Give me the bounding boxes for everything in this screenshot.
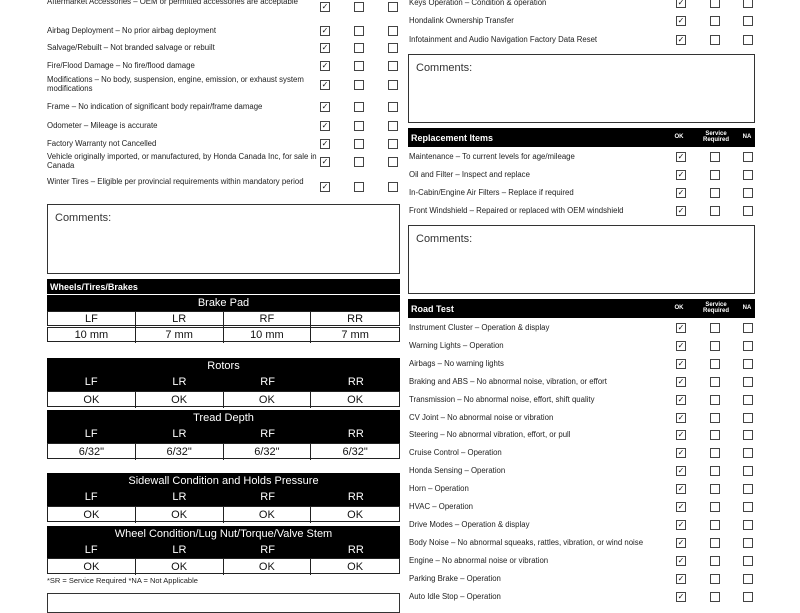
service-required-checkbox[interactable]	[354, 121, 364, 131]
comments-label: Comments:	[416, 233, 473, 245]
sidewall-position-cell: RR	[347, 491, 364, 503]
na-checkbox[interactable]	[743, 323, 753, 333]
service-required-checkbox[interactable]	[710, 592, 720, 602]
checklist-item-label: Airbag Deployment – No prior airbag deployment	[47, 26, 217, 35]
service-required-checkbox[interactable]	[710, 0, 720, 8]
tread-depth-position-cell: RF	[260, 428, 275, 440]
checklist-item-label: Front Windshield – Repaired or replaced with OEM windshield	[409, 206, 624, 215]
na-checkbox[interactable]	[743, 35, 753, 45]
sidewall-title: Sidewall Condition and Holds Pressure	[47, 473, 400, 489]
service-required-checkbox[interactable]	[354, 2, 364, 12]
checklist-item-label: Salvage/Rebuilt – Not branded salvage or rebuilt	[47, 43, 215, 52]
checklist-item-label: Frame – No indication of significant body repair/frame damage	[47, 102, 263, 111]
sidewall-value-cell: OK	[224, 507, 312, 523]
rotors-value-row	[47, 391, 400, 407]
brake-pad-value-row	[47, 327, 400, 342]
road-test-title: Road Test	[411, 303, 454, 314]
ok-checkbox[interactable]: ✓	[677, 376, 685, 386]
brake-pad-position-cell: RF	[224, 312, 312, 327]
service-required-checkbox[interactable]	[354, 80, 364, 90]
checklist-item-label: Honda Sensing – Operation	[409, 466, 506, 476]
rotors-position-row	[47, 374, 400, 391]
col-ok-label: OK	[674, 134, 684, 140]
sidewall-value-cell: OK	[48, 507, 136, 523]
rotors-position-cell: LF	[84, 376, 98, 388]
tread-depth-position-cell: LF	[84, 428, 98, 440]
road-test-header	[408, 299, 755, 318]
na-checkbox[interactable]	[388, 157, 398, 167]
ok-checkbox[interactable]: ✓	[321, 61, 329, 70]
ok-checkbox[interactable]: ✓	[677, 412, 685, 422]
ok-checkbox[interactable]: ✓	[321, 182, 329, 191]
wheel-condition-position-row	[47, 542, 400, 558]
rotors-value-cell: OK	[224, 392, 312, 408]
na-checkbox[interactable]	[743, 556, 753, 566]
service-required-checkbox[interactable]	[710, 206, 720, 216]
wheel-condition-value-cell: OK	[224, 559, 312, 575]
sidewall-value-cell: OK	[347, 509, 364, 521]
wheel-condition-value-cell: OK	[347, 561, 364, 573]
tread-depth-title: Tread Depth	[47, 410, 400, 426]
checklist-item-label: Airbags – No warning lights	[409, 358, 504, 368]
na-checkbox[interactable]	[743, 484, 753, 494]
service-required-checkbox[interactable]	[354, 43, 364, 53]
footnote: *SR = Service Required *NA = Not Applicable	[47, 576, 198, 585]
checklist-item-label: Steering – No abnormal vibration, effort, or pull	[409, 430, 571, 440]
ok-checkbox[interactable]: ✓	[677, 519, 685, 529]
na-checkbox[interactable]	[388, 102, 398, 112]
rotors-value-cell: OK	[347, 394, 364, 406]
wheel-condition-position-cell: RR	[347, 544, 364, 556]
checklist-item-label: Engine – No abnormal noise or vibration	[409, 555, 549, 565]
ok-checkbox[interactable]: ✓	[677, 466, 685, 476]
ok-checkbox[interactable]: ✓	[677, 323, 685, 332]
rotors-position-cell: LR	[172, 376, 187, 388]
ok-checkbox[interactable]: ✓	[321, 2, 329, 11]
na-checkbox[interactable]	[743, 538, 753, 548]
checklist-item-label: HVAC – Operation	[409, 502, 473, 511]
na-checkbox[interactable]	[743, 188, 753, 198]
na-checkbox[interactable]	[743, 359, 753, 369]
checklist-item-label: Fire/Flood Damage – No fire/flood damage	[47, 61, 195, 70]
checklist-item-label: Auto Idle Stop – Operation	[409, 591, 501, 601]
service-required-checkbox[interactable]	[710, 520, 720, 530]
na-checkbox[interactable]	[743, 152, 753, 162]
na-checkbox[interactable]	[743, 395, 753, 405]
replacement-comments-box[interactable]	[408, 225, 755, 294]
checklist-item-label: Warning Lights – Operation	[409, 340, 504, 350]
na-checkbox[interactable]	[743, 170, 753, 180]
ok-checkbox[interactable]: ✓	[677, 340, 685, 350]
tread-depth-position-cell: LR	[172, 428, 187, 440]
rotors-position-cell: RF	[260, 376, 275, 388]
col-sr-label: Service Required	[702, 131, 729, 143]
ok-checkbox[interactable]: ✓	[677, 170, 685, 179]
wheel-condition-position-cell: LF	[84, 544, 98, 556]
tread-depth-position-row	[47, 426, 400, 443]
ok-checkbox[interactable]: ✓	[321, 139, 329, 148]
service-required-checkbox[interactable]	[710, 574, 720, 584]
checklist-item-label: In-Cabin/Engine Air Filters – Replace if required	[409, 188, 574, 197]
wheel-condition-value-cell: OK	[48, 559, 136, 575]
ok-checkbox[interactable]: ✓	[677, 394, 685, 404]
service-required-checkbox[interactable]	[710, 395, 720, 405]
checklist-item-label: Winter Tires – Eligible per provincial requirements within mandatory period	[47, 177, 304, 186]
service-required-checkbox[interactable]	[710, 341, 720, 351]
brake-pad-value-cell: 10 mm	[224, 328, 312, 343]
sidewall-position-cell: LF	[84, 491, 98, 503]
checklist-item-label: Parking Brake – Operation	[409, 573, 501, 583]
checklist-item-label: Aftermarket Accessories – OEM or permitted accessories are acceptable	[47, 0, 298, 6]
wheels-section-header	[47, 279, 400, 294]
brake-pad-value-cell: 10 mm	[48, 328, 136, 343]
na-checkbox[interactable]	[388, 139, 398, 149]
service-required-checkbox[interactable]	[710, 484, 720, 494]
tread-depth-position-cell: RR	[347, 428, 364, 440]
brake-pad-value-cell: 7 mm	[341, 329, 369, 341]
ok-checkbox[interactable]: ✓	[321, 157, 329, 166]
na-checkbox[interactable]	[388, 43, 398, 53]
checklist-item-label: Horn – Operation	[409, 484, 469, 494]
checklist-item-label: Cruise Control – Operation	[409, 448, 502, 458]
sidewall-position-cell: RF	[260, 491, 275, 503]
service-required-checkbox[interactable]	[710, 502, 720, 512]
na-checkbox[interactable]	[743, 413, 753, 423]
service-required-checkbox[interactable]	[354, 139, 364, 149]
comments-label: Comments:	[416, 62, 473, 74]
na-checkbox[interactable]	[743, 466, 753, 476]
tread-depth-value-row	[47, 443, 400, 459]
na-checkbox[interactable]	[743, 430, 753, 440]
ok-checkbox[interactable]: ✓	[677, 448, 685, 458]
na-checkbox[interactable]	[743, 574, 753, 584]
service-required-checkbox[interactable]	[354, 157, 364, 167]
sidewall-position-row	[47, 489, 400, 506]
service-required-checkbox[interactable]	[710, 413, 720, 423]
ok-checkbox[interactable]: ✓	[321, 102, 329, 111]
service-required-checkbox[interactable]	[710, 538, 720, 548]
ok-checkbox[interactable]: ✓	[677, 573, 685, 583]
na-checkbox[interactable]	[388, 80, 398, 90]
ok-checkbox[interactable]: ✓	[677, 206, 685, 215]
checklist-item-label: Instrument Cluster – Operation & display	[409, 323, 550, 332]
service-required-checkbox[interactable]	[710, 152, 720, 162]
service-required-checkbox[interactable]	[710, 359, 720, 369]
na-checkbox[interactable]	[743, 502, 753, 512]
col-na-label: NA	[742, 305, 752, 311]
service-required-checkbox[interactable]	[710, 170, 720, 180]
brake-pad-position-cell: LF	[48, 312, 136, 327]
checklist-item-label: Factory Warranty not Cancelled	[47, 139, 157, 148]
rotors-title: Rotors	[47, 358, 400, 374]
brake-pad-value-cell: 7 mm	[136, 328, 224, 343]
service-required-checkbox[interactable]	[710, 466, 720, 476]
replacement-header	[408, 128, 755, 147]
checklist-item-label: Drive Modes – Operation & display	[409, 519, 530, 529]
checklist-item-label: Hondalink Ownership Transfer	[409, 16, 514, 25]
sidewall-value-cell: OK	[136, 507, 224, 523]
service-required-checkbox[interactable]	[354, 61, 364, 71]
ok-checkbox[interactable]: ✓	[677, 591, 685, 601]
wheel-condition-value-row	[47, 558, 400, 574]
checklist-item-label: Odometer – Mileage is accurate	[47, 121, 158, 130]
sidewall-value-row	[47, 506, 400, 522]
left-comments-box[interactable]	[47, 204, 400, 274]
checklist-item-label: CV Joint – No abnormal noise or vibration	[409, 412, 554, 422]
ok-checkbox[interactable]: ✓	[677, 484, 685, 494]
na-checkbox[interactable]	[388, 121, 398, 131]
na-checkbox[interactable]	[743, 448, 753, 458]
ok-checkbox[interactable]: ✓	[677, 188, 685, 197]
rotors-value-cell: OK	[136, 392, 224, 408]
col-na-label: NA	[742, 134, 752, 140]
na-checkbox[interactable]	[743, 0, 753, 8]
na-checkbox[interactable]	[388, 182, 398, 192]
checklist-item-label: Vehicle originally imported, or manufactured, by Honda Canada Inc, for sale in Canada	[47, 152, 317, 170]
service-required-checkbox[interactable]	[710, 188, 720, 198]
service-required-checkbox[interactable]	[710, 448, 720, 458]
ok-checkbox[interactable]: ✓	[321, 43, 329, 52]
service-required-checkbox[interactable]	[710, 556, 720, 566]
checklist-item-label: Body Noise – No abnormal squeaks, rattles, vibration, or wind noise	[409, 537, 644, 547]
service-required-checkbox[interactable]	[354, 102, 364, 112]
service-required-checkbox[interactable]	[710, 323, 720, 333]
wheel-condition-position-cell: RF	[260, 544, 275, 556]
na-checkbox[interactable]	[743, 520, 753, 530]
checklist-item-label: Braking and ABS – No abnormal noise, vibration, or effort	[409, 376, 607, 386]
tread-depth-value-cell: 6/32"	[224, 444, 312, 460]
service-required-checkbox[interactable]	[354, 182, 364, 192]
ok-checkbox[interactable]: ✓	[677, 152, 685, 161]
ok-checkbox[interactable]: ✓	[321, 121, 329, 130]
rotors-position-cell: RR	[347, 376, 364, 388]
checklist-item-label: Modifications – No body, suspension, engine, emission, or exhaust system modifications	[47, 75, 304, 93]
na-checkbox[interactable]	[388, 61, 398, 71]
checklist-item-label: Keys Operation – Condition & operation	[409, 0, 547, 7]
wheels-section-title: Wheels/Tires/Brakes	[50, 281, 138, 292]
right-top-comments-box[interactable]	[408, 54, 755, 123]
na-checkbox[interactable]	[388, 26, 398, 36]
na-checkbox[interactable]	[743, 206, 753, 216]
service-required-checkbox[interactable]	[710, 35, 720, 45]
na-checkbox[interactable]	[743, 377, 753, 387]
ok-checkbox[interactable]: ✓	[677, 502, 685, 511]
sidewall-position-cell: LR	[172, 491, 187, 503]
ok-checkbox[interactable]: ✓	[677, 537, 685, 547]
tread-depth-value-cell: 6/32"	[48, 444, 136, 460]
checklist-item-label: Oil and Filter – Inspect and replace	[409, 170, 530, 179]
ok-checkbox[interactable]: ✓	[321, 26, 329, 35]
ok-checkbox[interactable]: ✓	[677, 430, 685, 440]
replacement-title: Replacement Items	[411, 132, 494, 143]
checklist-item-label: Transmission – No abnormal noise, effort, shift quality	[409, 394, 595, 404]
wheel-condition-title: Wheel Condition/Lug Nut/Torque/Valve Stem	[47, 526, 400, 542]
service-required-checkbox[interactable]	[710, 430, 720, 440]
tread-depth-value-cell: 6/32"	[136, 444, 224, 460]
wheel-condition-value-cell: OK	[136, 559, 224, 575]
brake-pad-position-cell: RR	[347, 313, 364, 325]
brake-pad-position-cell: LR	[136, 312, 224, 327]
ok-checkbox[interactable]: ✓	[677, 35, 685, 44]
ok-checkbox[interactable]: ✓	[321, 80, 329, 89]
na-checkbox[interactable]	[388, 2, 398, 12]
rotors-value-cell: OK	[48, 392, 136, 408]
na-checkbox[interactable]	[743, 16, 753, 26]
ok-checkbox[interactable]: ✓	[677, 358, 685, 368]
col-sr-label: Service Required	[702, 302, 729, 314]
ok-checkbox[interactable]: ✓	[677, 555, 685, 565]
checklist-item-label: Infotainment and Audio Navigation Factory Data Reset	[409, 35, 598, 44]
service-required-checkbox[interactable]	[354, 26, 364, 36]
na-checkbox[interactable]	[743, 341, 753, 351]
na-checkbox[interactable]	[743, 592, 753, 602]
brake-pad-position-row	[47, 311, 400, 326]
service-required-checkbox[interactable]	[710, 377, 720, 387]
ok-checkbox[interactable]: ✓	[677, 16, 685, 25]
col-ok-label: OK	[674, 305, 684, 311]
bottom-comments-box[interactable]	[47, 593, 400, 613]
checklist-item-label: Maintenance – To current levels for age/mileage	[409, 152, 575, 161]
tread-depth-value-cell: 6/32"	[342, 446, 368, 458]
brake-pad-title: Brake Pad	[47, 295, 400, 311]
ok-checkbox[interactable]: ✓	[677, 0, 685, 7]
wheel-condition-position-cell: LR	[172, 544, 187, 556]
service-required-checkbox[interactable]	[710, 16, 720, 26]
comments-label: Comments:	[55, 212, 112, 224]
